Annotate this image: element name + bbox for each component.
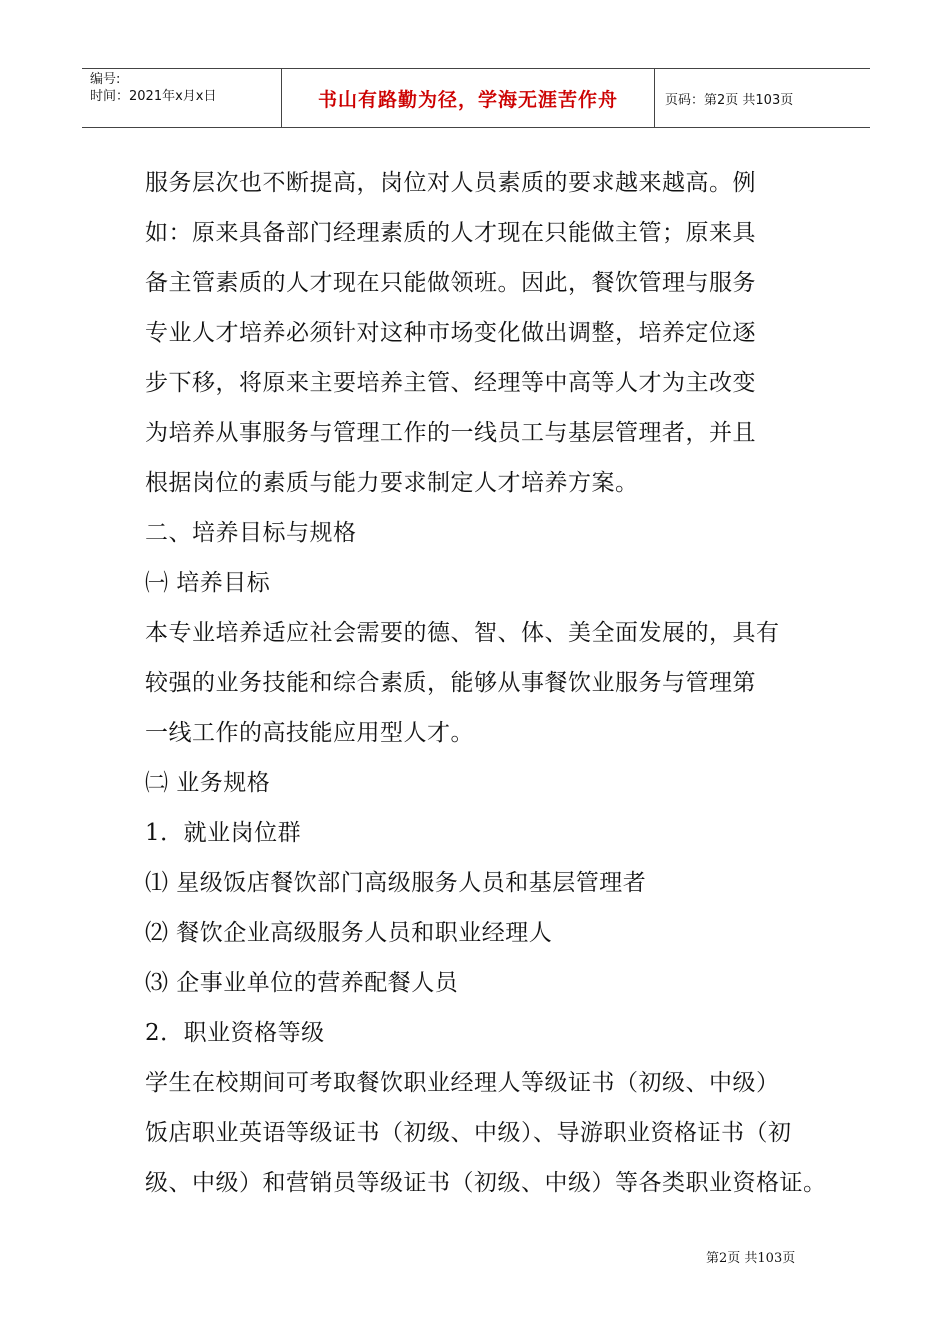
- document-number-label: 编号:: [90, 72, 121, 87]
- item-heading: 1．就业岗位群: [145, 820, 302, 846]
- body-line: 本专业培养适应社会需要的德、智、体、美全面发展的，具有: [145, 620, 780, 646]
- list-item: ⑵ 餐饮企业高级服务人员和职业经理人: [145, 920, 553, 946]
- body-line: 一线工作的高技能应用型人才。: [145, 720, 474, 746]
- document-date: 时间：2021年x月x日: [90, 89, 217, 104]
- item-heading: 2．职业资格等级: [145, 1020, 325, 1046]
- header-motto: 书山有路勤为径，学海无涯苦作舟: [282, 69, 655, 127]
- header-page-info: 页码：第2页 共103页: [665, 92, 794, 108]
- list-item: ⑴ 星级饭店餐饮部门高级服务人员和基层管理者: [145, 870, 647, 896]
- body-line: 备主管素质的人才现在只能做领班。因此，餐饮管理与服务: [145, 270, 756, 296]
- section-heading: 二、培养目标与规格: [145, 520, 357, 546]
- subsection-heading: ㈡ 业务规格: [145, 770, 271, 796]
- page-header: [82, 68, 870, 128]
- body-line: 级、中级）和营销员等级证书（初级、中级）等各类职业资格证。: [145, 1170, 827, 1196]
- body-line: 饭店职业英语等级证书（初级、中级）、导游职业资格证书（初: [145, 1120, 792, 1146]
- list-item: ⑶ 企事业单位的营养配餐人员: [145, 970, 459, 996]
- subsection-heading: ㈠ 培养目标: [145, 570, 271, 596]
- page-footer: 第2页 共103页: [706, 1251, 796, 1266]
- body-line: 如：原来具备部门经理素质的人才现在只能做主管；原来具: [145, 220, 756, 246]
- body-line: 专业人才培养必须针对这种市场变化做出调整，培养定位逐: [145, 320, 756, 346]
- body-line: 为培养从事服务与管理工作的一线员工与基层管理者，并且: [145, 420, 756, 446]
- header-meta: [82, 69, 282, 127]
- document-body: [145, 158, 825, 1208]
- body-line: 较强的业务技能和综合素质，能够从事餐饮业服务与管理第: [145, 670, 756, 696]
- body-line: 服务层次也不断提高，岗位对人员素质的要求越来越高。例: [145, 170, 756, 196]
- body-line: 学生在校期间可考取餐饮职业经理人等级证书（初级、中级）: [145, 1070, 780, 1096]
- body-line: 步下移，将原来主要培养主管、经理等中高等人才为主改变: [145, 370, 756, 396]
- body-line: 根据岗位的素质与能力要求制定人才培养方案。: [145, 470, 639, 496]
